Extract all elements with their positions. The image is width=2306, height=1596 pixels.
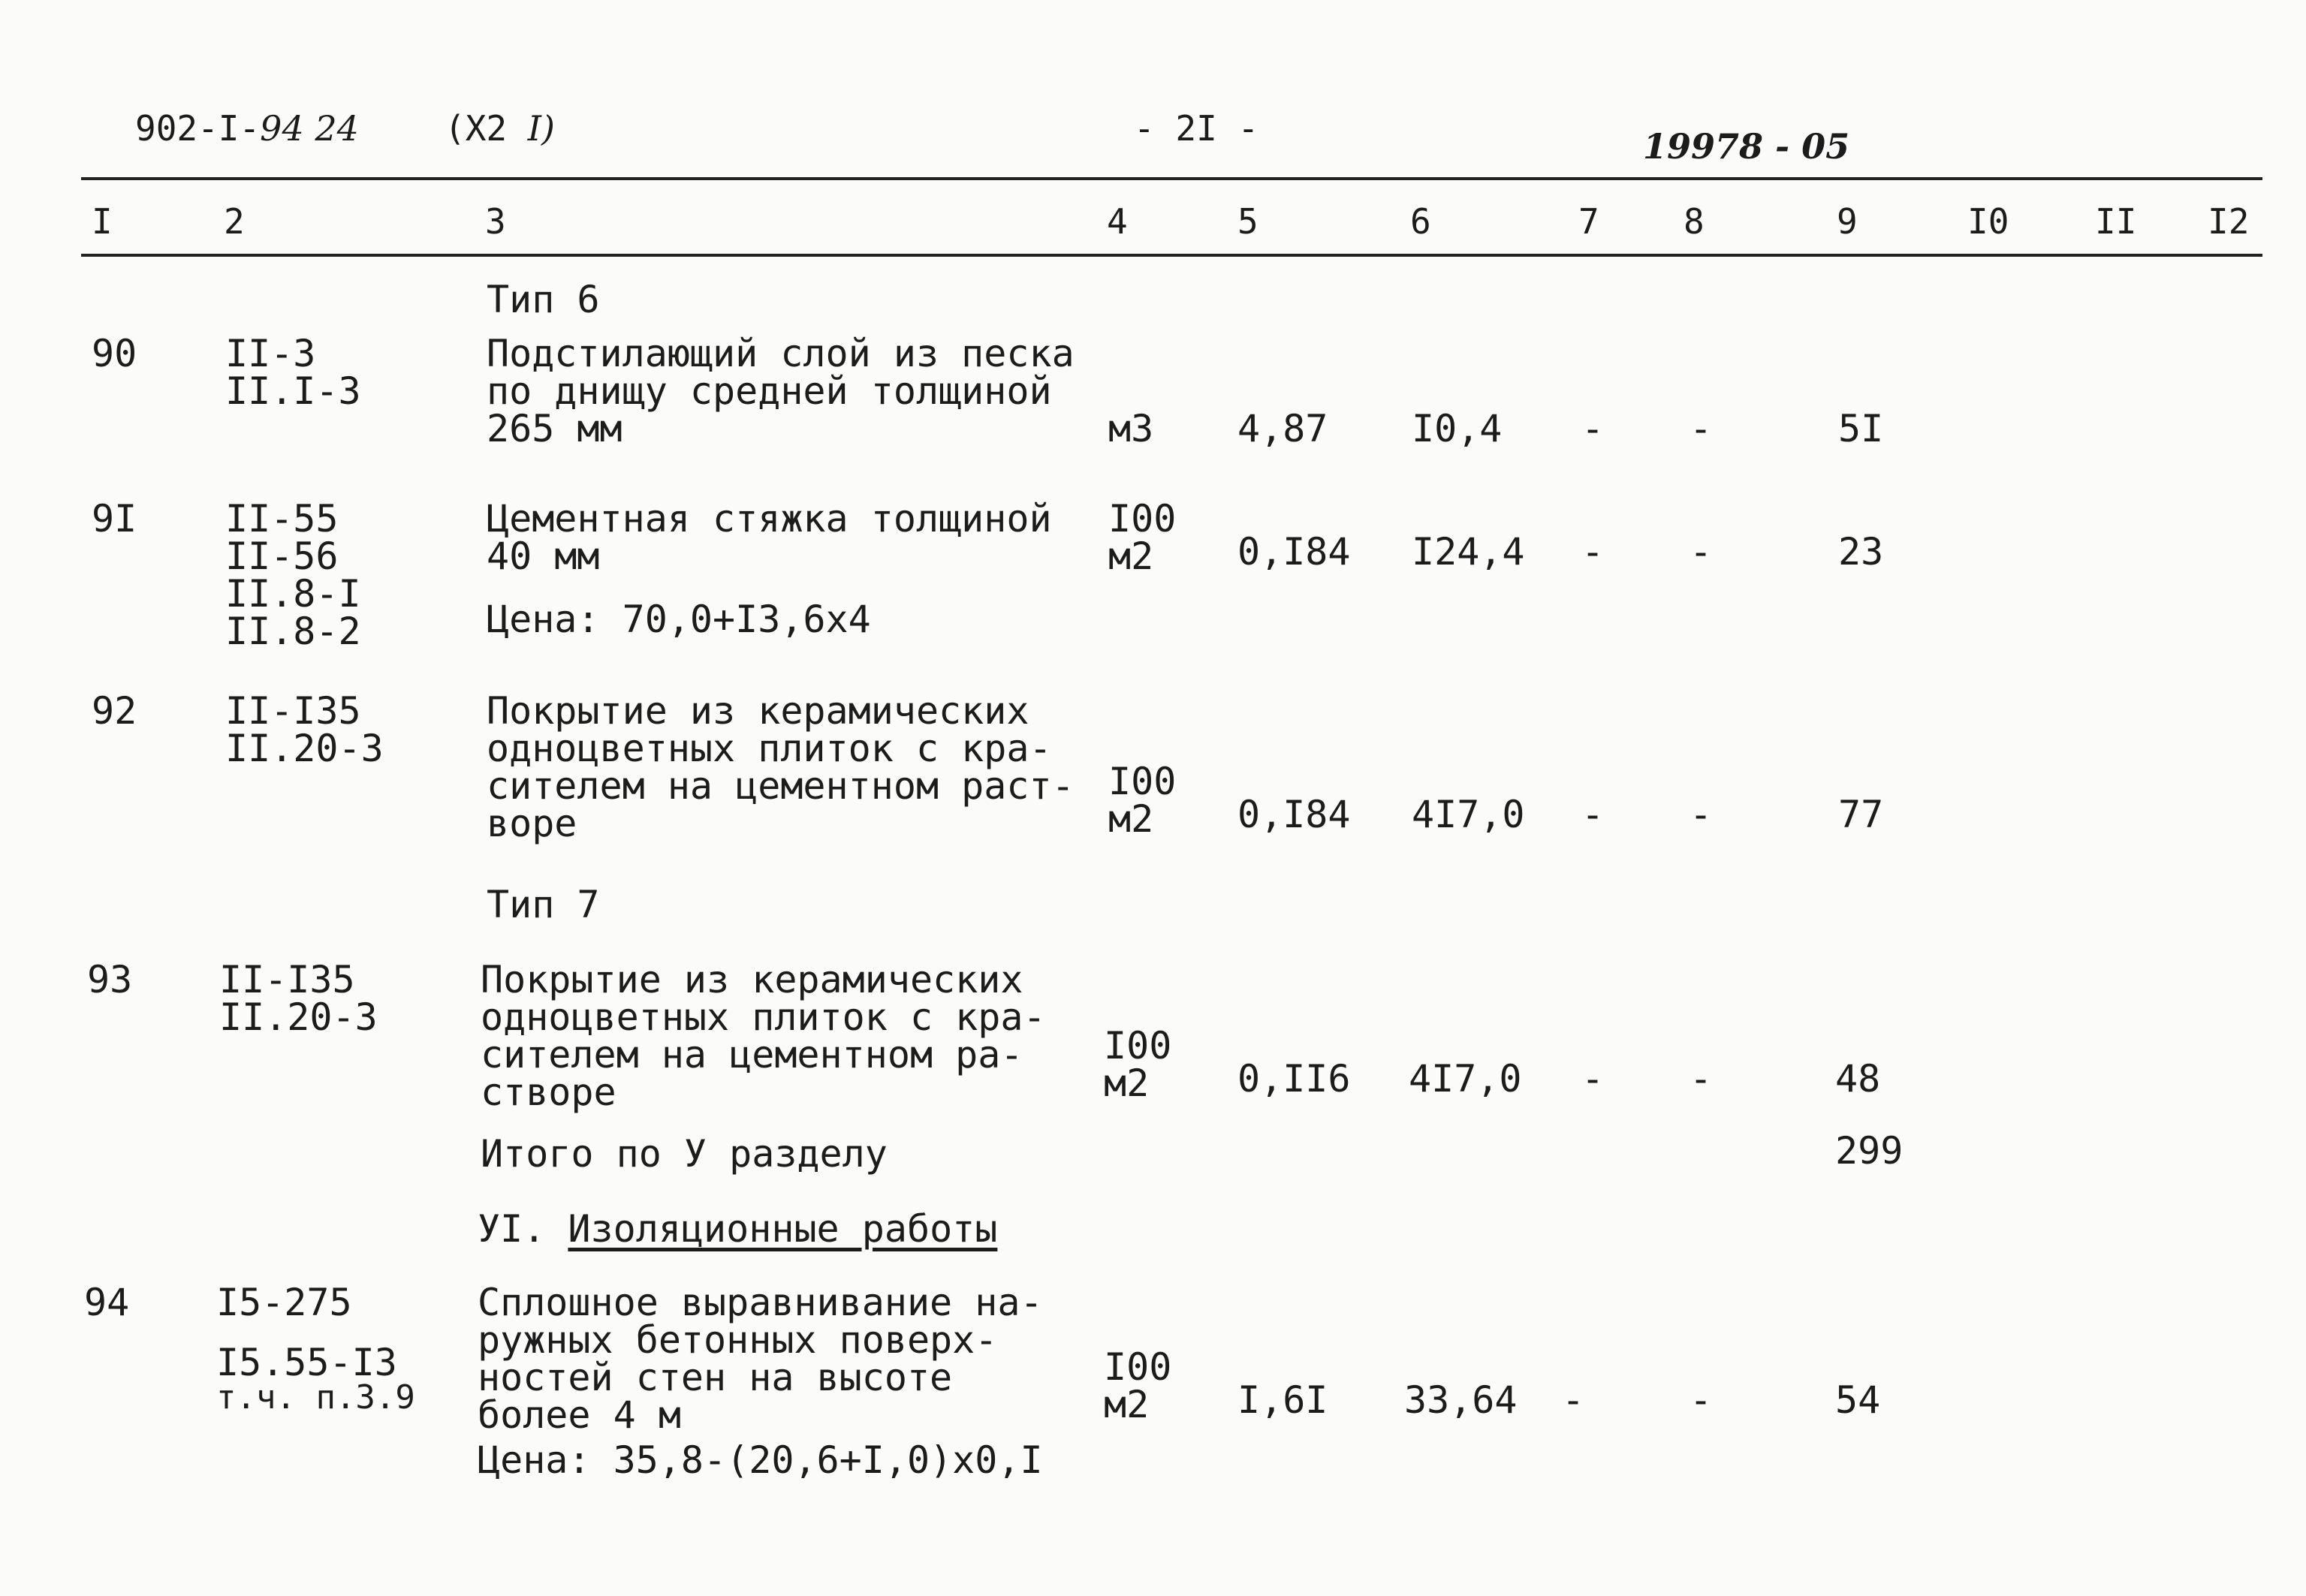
col-header-5: 5: [1237, 201, 1259, 242]
col-header-10: I0: [1967, 201, 2009, 242]
row-92-code: II-I35: [225, 689, 361, 733]
row-91-code: II.8-I: [225, 572, 361, 616]
row-93-desc-line: сителем на цементном ра-: [481, 1033, 1023, 1077]
header-rule-bottom: [81, 254, 2262, 257]
row-92-desc-line: сителем на цементном раст-: [487, 764, 1075, 808]
row-90-desc-line: 265 мм: [487, 407, 622, 450]
row-91-unit-line: I00: [1108, 497, 1177, 541]
row-90-col8: -: [1690, 407, 1713, 450]
doc-suffix: [445, 108, 555, 149]
row-93-quantity: 0,II6: [1237, 1057, 1351, 1101]
row-94-unit-line: м2: [1104, 1383, 1150, 1426]
row-92-unit: [1108, 760, 1177, 841]
header-rule-top: [81, 177, 2262, 180]
row-93-codes: [219, 958, 378, 1039]
row-91-unit-line: м2: [1108, 535, 1154, 578]
col-header-1: I: [92, 201, 113, 242]
row-93-unit-line: I00: [1104, 1024, 1172, 1068]
row-92-quantity: 0,I84: [1237, 793, 1351, 836]
row-91-col7: -: [1581, 530, 1605, 574]
row-90-unit: м3: [1108, 407, 1154, 450]
row-91-description: [487, 497, 1052, 578]
doc-code-printed: 902-I-: [135, 108, 261, 149]
col-header-11: II: [2095, 201, 2137, 242]
row-93-total: 48: [1835, 1057, 1881, 1101]
row-94-desc-line: ностей стен на высоте: [478, 1356, 953, 1399]
row-93-code: II.20-3: [219, 995, 378, 1039]
row-92-desc-line: Покрытие из керамических: [487, 689, 1029, 733]
row-94-price: 33,64: [1404, 1378, 1518, 1422]
row-94-col7: -: [1562, 1378, 1585, 1422]
col-header-4: 4: [1107, 201, 1128, 242]
page-number: - 2I -: [1134, 108, 1259, 149]
row-94-desc-line: ружных бетонных поверх-: [478, 1318, 998, 1362]
row-92-unit-line: м2: [1108, 797, 1154, 841]
row-90-codes: [225, 332, 361, 413]
row-91-price: I24,4: [1412, 530, 1525, 574]
subtotal-value: 299: [1835, 1129, 1904, 1173]
row-90-description: [487, 332, 1075, 450]
subtotal-label: Итого по У разделу: [481, 1132, 888, 1176]
row-94-code: I5.55-I3: [216, 1341, 397, 1384]
row-93-number: 93: [87, 958, 133, 1001]
section-6-heading: [478, 1207, 998, 1251]
row-91-number: 9I: [92, 497, 137, 541]
row-92-code: II.20-3: [225, 727, 384, 770]
row-91-col8: -: [1690, 530, 1713, 574]
row-93-desc-line: одноцветных плиток с кра-: [481, 995, 1046, 1039]
section-6-title: Изоляционные работы: [568, 1207, 998, 1251]
row-90-desc-line: по днищу средней толщиной: [487, 369, 1052, 413]
row-90-total: 5I: [1838, 407, 1884, 450]
row-91-desc-line: Цементная стяжка толщиной: [487, 497, 1052, 541]
col-header-7: 7: [1578, 201, 1599, 242]
row-91-price-note: Цена: 70,0+I3,6x4: [487, 598, 871, 641]
row-94-price-note: Цена: 35,8-(20,6+I,0)x0,I: [478, 1438, 1043, 1482]
row-92-description: [487, 689, 1075, 845]
row-92-price: 4I7,0: [1412, 793, 1525, 836]
col-header-8: 8: [1684, 201, 1705, 242]
row-93-unit: [1104, 1024, 1172, 1105]
doc-suffix-handwritten: I): [527, 108, 555, 149]
row-92-codes: [225, 689, 384, 770]
row-94-code-note: т.ч. п.3.9: [216, 1378, 415, 1417]
row-91-code: II-56: [225, 535, 339, 578]
row-94-desc-line: более 4 м: [478, 1393, 681, 1437]
row-94-col8: -: [1690, 1378, 1713, 1422]
row-94-quantity: I,6I: [1237, 1378, 1328, 1422]
row-91-desc-line: 40 мм: [487, 535, 600, 578]
doc-suffix-printed: (X2: [445, 108, 508, 149]
row-94-number: 94: [84, 1281, 130, 1324]
row-92-total: 77: [1838, 793, 1884, 836]
doc-code: [135, 108, 359, 149]
row-94-code: I5-275: [216, 1281, 352, 1324]
row-91-unit: [1108, 497, 1177, 578]
col-header-12: I2: [2208, 201, 2250, 242]
row-91-total: 23: [1838, 530, 1884, 574]
section-6-number: УI.: [478, 1207, 546, 1251]
row-94-unit-line: I00: [1104, 1345, 1172, 1389]
col-header-2: 2: [224, 201, 245, 242]
row-92-desc-line: воре: [487, 802, 577, 845]
col-header-9: 9: [1837, 201, 1858, 242]
row-92-col7: -: [1581, 793, 1605, 836]
row-93-desc-line: створе: [481, 1071, 616, 1114]
doc-code-handwritten: 94 24: [260, 108, 359, 149]
row-92-unit-line: I00: [1108, 760, 1177, 803]
row-94-total: 54: [1835, 1378, 1881, 1422]
row-93-unit-line: м2: [1104, 1061, 1150, 1105]
row-90-number: 90: [92, 332, 137, 375]
row-93-desc-line: Покрытие из керамических: [481, 958, 1023, 1001]
row-90-col7: -: [1581, 407, 1605, 450]
col-header-3: 3: [485, 201, 506, 242]
row-91-codes: [225, 497, 361, 653]
col-header-6: 6: [1410, 201, 1431, 242]
row-91-code: II.8-2: [225, 610, 361, 653]
row-92-col8: -: [1690, 793, 1713, 836]
section-type-7: Тип 7: [487, 883, 600, 926]
row-91-code: II-55: [225, 497, 339, 541]
row-92-number: 92: [92, 689, 137, 733]
row-92-desc-line: одноцветных плиток с кра-: [487, 727, 1052, 770]
row-94-description: [478, 1281, 1043, 1437]
row-91-quantity: 0,I84: [1237, 530, 1351, 574]
row-93-code: II-I35: [219, 958, 355, 1001]
row-93-description: [481, 958, 1046, 1114]
row-93-price: 4I7,0: [1409, 1057, 1522, 1101]
section-type-6: Тип 6: [487, 278, 600, 321]
row-90-quantity: 4,87: [1237, 407, 1328, 450]
row-94-desc-line: Сплошное выравнивание на-: [478, 1281, 1043, 1324]
register-number: 19978 - 05: [1643, 126, 1850, 167]
row-93-col7: -: [1581, 1057, 1605, 1101]
row-93-col8: -: [1690, 1057, 1713, 1101]
row-90-desc-line: Подстилающий слой из песка: [487, 332, 1075, 375]
row-94-unit: [1104, 1345, 1172, 1426]
row-90-code: II.I-3: [225, 369, 361, 413]
row-90-price: I0,4: [1412, 407, 1503, 450]
row-90-code: II-3: [225, 332, 316, 375]
